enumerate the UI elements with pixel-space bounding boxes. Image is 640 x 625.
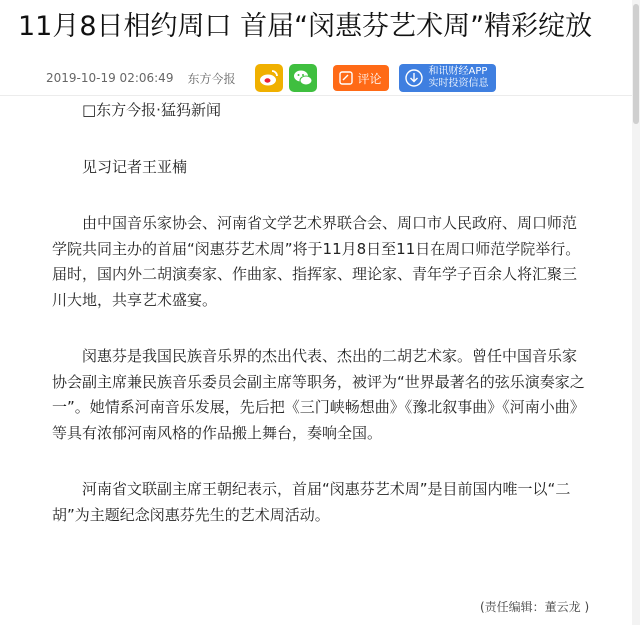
body-paragraph: 由中国音乐家协会、河南省文学艺术界联合会、周口市人民政府、周口师范学院共同主办的首届“闵惠芬艺术周”将于11月8日至11日在周口师范学院举行。届时，国内外二胡演奏家、作曲家、指挥家、理论家、青年学子百余人将汇聚三川大地，共享艺术盛宴。 (52, 214, 581, 309)
source-line: □东方今报·猛犸新闻 (82, 101, 221, 119)
app-download-icon (405, 69, 423, 87)
header-divider (0, 95, 640, 96)
article-source: 东方今报 (187, 71, 236, 86)
comment-button[interactable] (333, 65, 389, 91)
share-wechat-button[interactable] (289, 64, 317, 92)
body-paragraph: 河南省文联副主席王朝纪表示，首届“闵惠芬艺术周”是目前国内唯一以“二胡”为主题纪念闵惠芬先生的艺术周活动。 (52, 480, 571, 524)
app-download-button[interactable] (399, 64, 496, 92)
app-promo-line1: 和讯财经APP (428, 66, 488, 77)
article-body (52, 98, 586, 528)
publish-date: 2019-10-19 02:06:49 (46, 71, 174, 85)
scrollbar-thumb[interactable] (633, 4, 639, 124)
comment-label: 评论 (357, 71, 382, 86)
weibo-icon (259, 69, 279, 87)
reporter-line: 见习记者王亚楠 (82, 157, 188, 176)
scrollbar[interactable] (632, 0, 640, 625)
article-title: 11月8日相约周口 首届“闵惠芬艺术周”精彩绽放 (18, 11, 593, 42)
body-paragraph: 闵惠芬是我国民族音乐界的杰出代表、杰出的二胡艺术家。曾任中国音乐家协会副主席兼民族音乐委员会副主席等职务，被评为“世界最著名的弦乐演奏家之一”。她情系河南音乐发展，先后把《三门峡畅想曲》《豫北叙事曲》《河南小曲》等具有浓郁河南风格的作品搬上舞台，奏响全国。 (52, 347, 585, 442)
share-weibo-button[interactable] (255, 64, 283, 92)
article-meta (18, 62, 628, 94)
wechat-icon (293, 69, 313, 87)
responsible-editor: (责任编辑：董云龙 ) (480, 600, 590, 614)
app-promo-line2: 实时投资信息 (428, 78, 489, 89)
comment-icon (339, 71, 353, 85)
